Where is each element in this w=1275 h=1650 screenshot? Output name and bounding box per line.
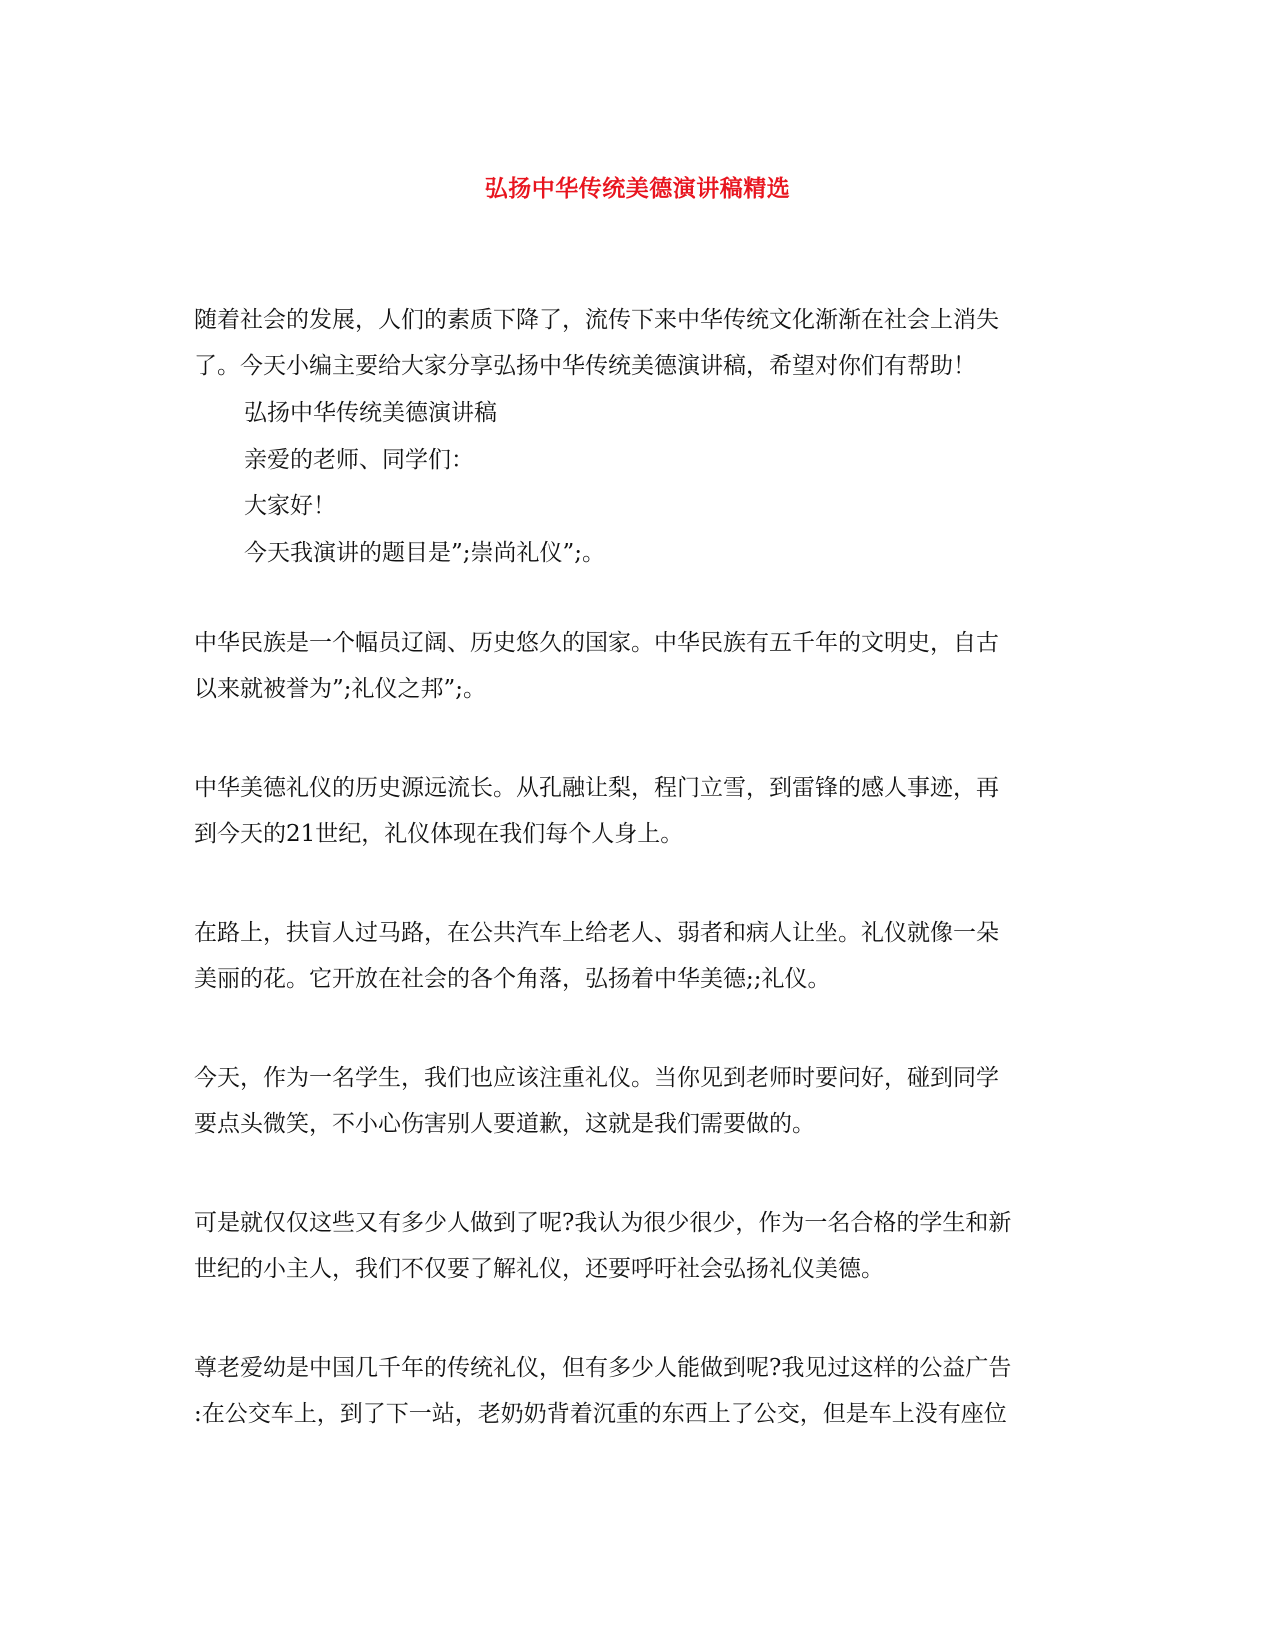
paragraph-line: 以来就被誉为”;礼仪之邦”;。: [194, 676, 487, 702]
paragraph-line: 可是就仅仅这些又有多少人做到了呢?我认为很少很少，作为一名合格的学生和新: [194, 1210, 1012, 1236]
paragraph-line: 中华美德礼仪的历史源远流长。从孔融让梨，程门立雪，到雷锋的感人事迹，再: [194, 775, 999, 801]
paragraph-line: 尊老爱幼是中国几千年的传统礼仪，但有多少人能做到呢?我见过这样的公益广告: [194, 1355, 1012, 1381]
paragraph-line: :在公交车上，到了下一站，老奶奶背着沉重的东西上了公交，但是车上没有座位: [194, 1401, 1007, 1427]
paragraph-line: 了。今天小编主要给大家分享弘扬中华传统美德演讲稿，希望对你们有帮助！: [194, 353, 976, 379]
paragraph-line: 中华民族是一个幅员辽阔、历史悠久的国家。中华民族有五千年的文明史，自古: [194, 630, 999, 656]
document-title: 弘扬中华传统美德演讲稿精选: [484, 175, 791, 202]
paragraph-line: 美丽的花。它开放在社会的各个角落，弘扬着中华美德;;礼仪。: [194, 966, 831, 992]
greeting-line: 大家好！: [244, 493, 336, 519]
speech-heading: 弘扬中华传统美德演讲稿: [244, 400, 497, 426]
paragraph-line: 在路上，扶盲人过马路，在公共汽车上给老人、弱者和病人让坐。礼仪就像一朵: [194, 920, 999, 946]
paragraph-line: 到今天的21世纪，礼仪体现在我们每个人身上。: [194, 821, 684, 847]
paragraph-line: 今天，作为一名学生，我们也应该注重礼仪。当你见到老师时要问好，碰到同学: [194, 1065, 999, 1091]
paragraph-line: 随着社会的发展，人们的素质下降了，流传下来中华传统文化渐渐在社会上消失: [194, 307, 999, 333]
topic-line: 今天我演讲的题目是”;崇尚礼仪”;。: [244, 540, 606, 566]
paragraph-line: 要点头微笑，不小心伤害别人要道歉，这就是我们需要做的。: [194, 1111, 815, 1137]
paragraph-line: 世纪的小主人，我们不仅要了解礼仪，还要呼吁社会弘扬礼仪美德。: [194, 1256, 884, 1282]
salutation-line: 亲爱的老师、同学们：: [244, 447, 474, 473]
